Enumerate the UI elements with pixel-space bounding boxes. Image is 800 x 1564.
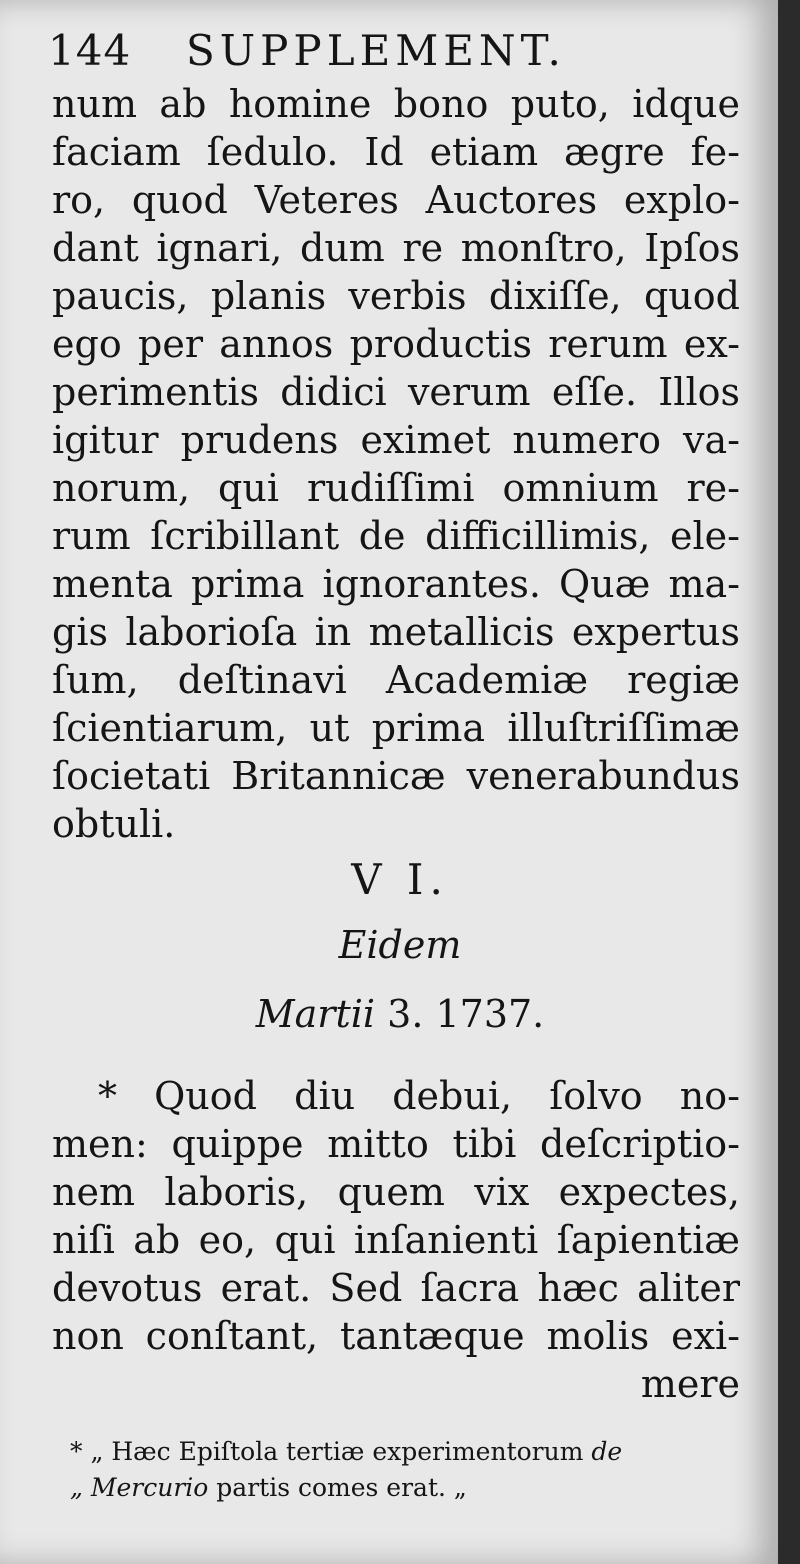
letter-recipient: Eidem (338, 923, 462, 967)
page-header (44, 18, 744, 82)
text-line: men: quippe mitto tibi deſcriptio- (52, 1122, 740, 1166)
section-number: V I. (351, 855, 449, 904)
paragraph-2 (52, 1072, 740, 1408)
text-line: menta prima ignorantes. Quæ ma- (52, 562, 740, 606)
text-line: igitur prudens eximet numero va- (52, 418, 740, 462)
letter-date (0, 987, 800, 1041)
footnote-line-1 (70, 1434, 760, 1470)
text-line: ſcientiarum, ut prima illuſtriſſimæ (52, 706, 740, 750)
text-line: faciam ſedulo. Id etiam ægre fe- (52, 130, 740, 174)
date-day-year: 3. 1737. (387, 992, 545, 1036)
text-line: ſum, deſtinavi Academiæ regiæ (52, 658, 740, 702)
footnote-marker: * (70, 1437, 83, 1466)
page-number: 144 (48, 26, 132, 75)
footnote-text: partis comes erat. „ (216, 1473, 467, 1502)
text-line: dant ignari, dum re monſtro, Ipſos (52, 226, 740, 270)
text-line: perimentis didici verum eſſe. Illos (52, 370, 740, 414)
text-line: * Quod diu debui, ſolvo no- (98, 1074, 740, 1118)
text-line: niſi ab eo, qui inſanienti ſapientiæ (52, 1218, 740, 1262)
text-line: devotus erat. Sed ſacra hæc aliter (52, 1266, 740, 1310)
text-line: norum, qui rudiſſimi omnium re- (52, 466, 740, 510)
footnote (70, 1434, 760, 1506)
text-line: obtuli. (52, 802, 176, 846)
footnote-text: „ Hæc Epiſtola tertiæ experimentorum (90, 1437, 584, 1466)
running-title: SUPPLEMENT. (186, 26, 566, 75)
text-line: num ab homine bono puto, idque (52, 82, 740, 126)
text-line: non conſtant, tantæque molis exi- (52, 1314, 740, 1358)
text-line: ſocietati Britannicæ venerabundus (52, 754, 740, 798)
text-line: nem laboris, quem vix expectes, (52, 1170, 740, 1214)
text-line: ro, quod Veteres Auctores explo- (52, 178, 740, 222)
catchword: mere (640, 1362, 740, 1406)
text-line: ego per annos productis rerum ex- (52, 322, 740, 366)
text-line: rum ſcribillant de difficillimis, ele- (52, 514, 740, 558)
footnote-text-italic: de (591, 1437, 623, 1466)
date-month: Martii (255, 992, 376, 1036)
text-line: gis laborioſa in metallicis expertus (52, 610, 740, 654)
footnote-line-2 (70, 1470, 760, 1506)
paragraph-1 (52, 80, 740, 848)
text-line: paucis, planis verbis dixiſſe, quod (52, 274, 740, 318)
footnote-text-italic: „ Mercurio (70, 1473, 209, 1502)
